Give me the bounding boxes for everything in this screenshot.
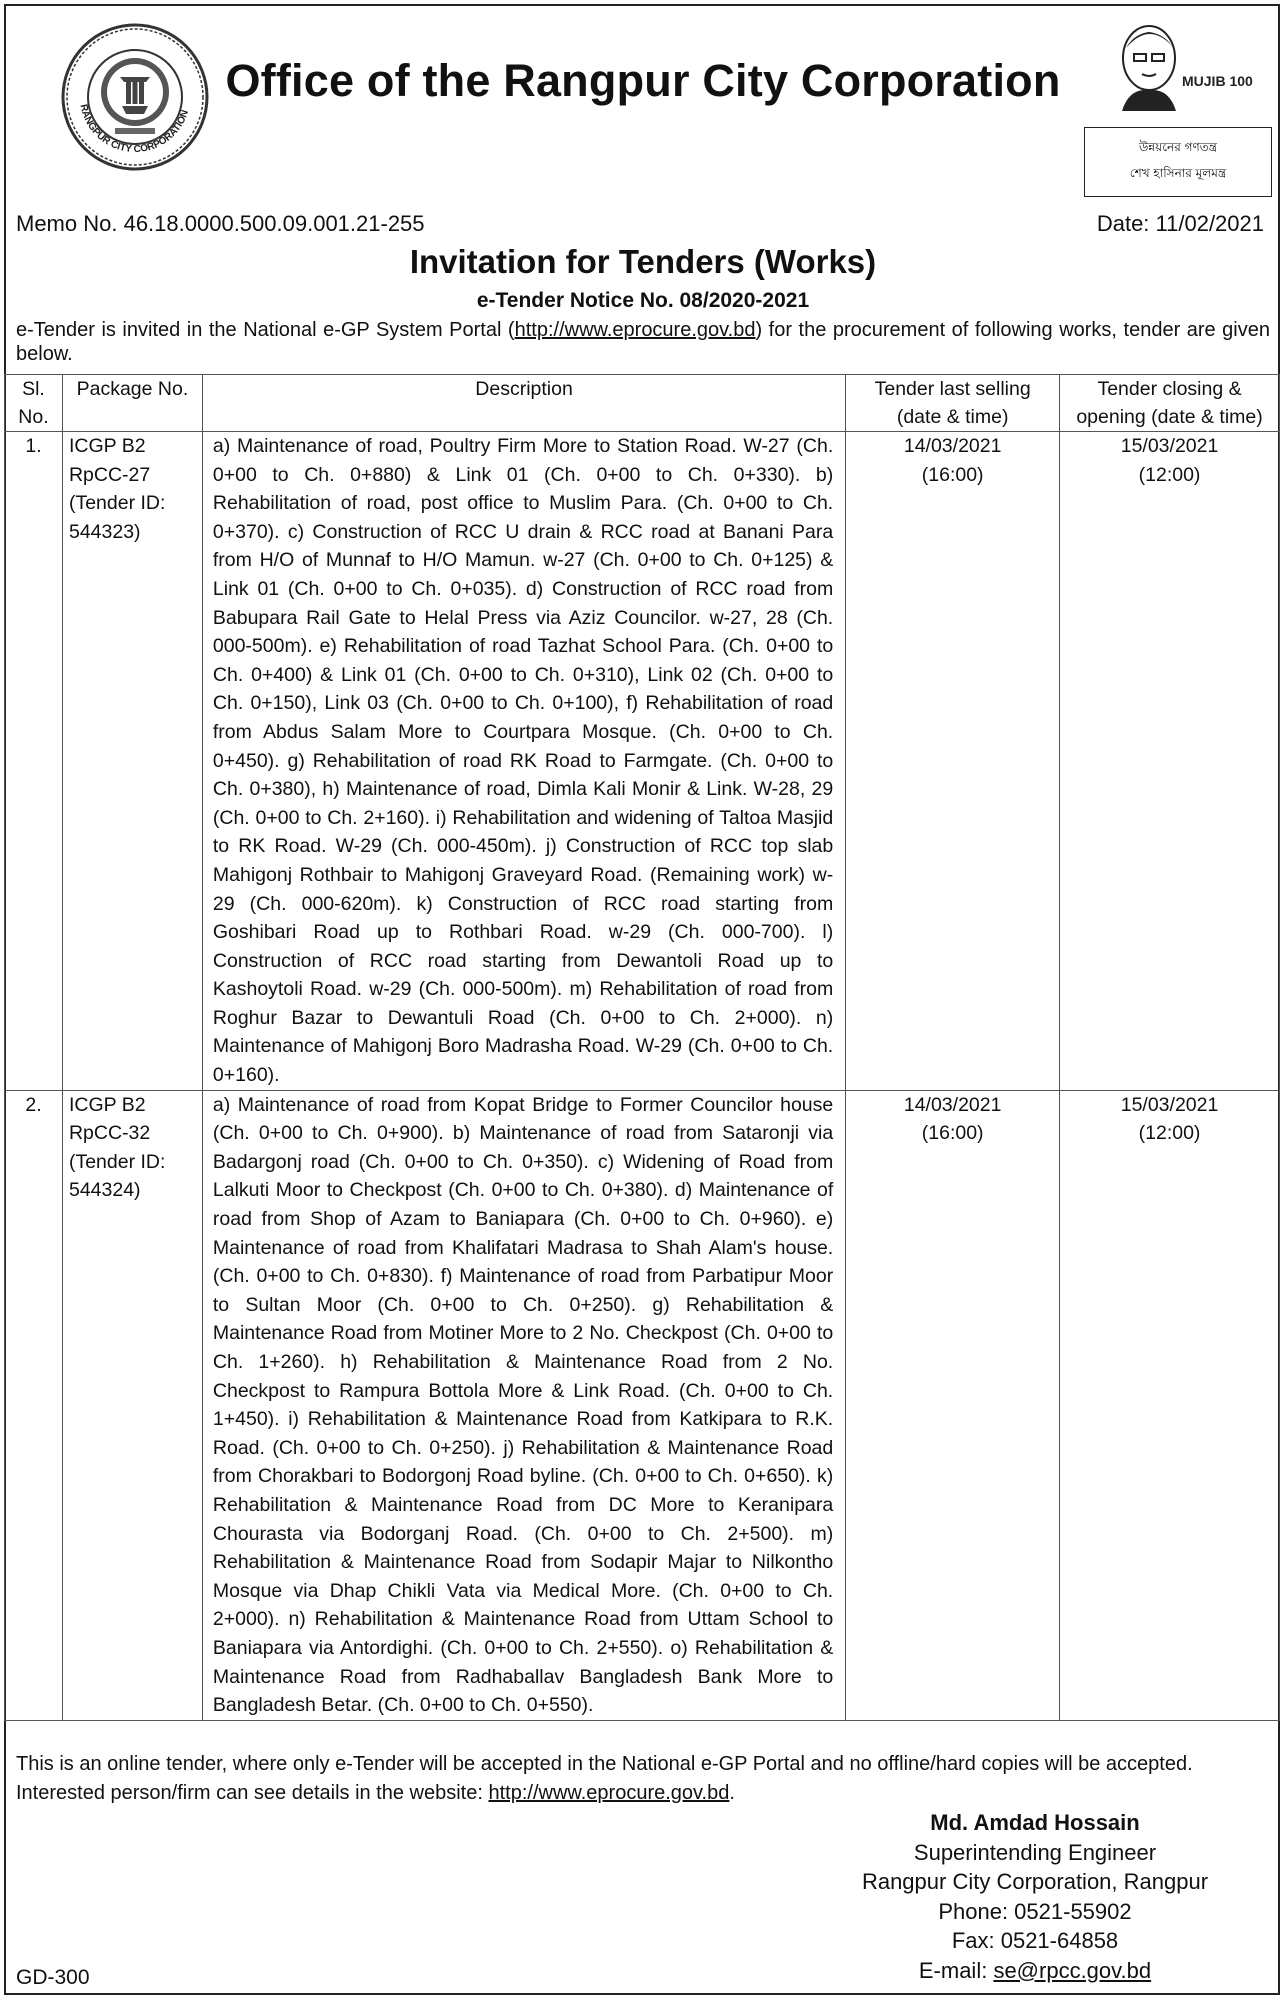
col-header-selling: Tender last selling (date & time) (846, 375, 1060, 432)
table-row (5, 432, 1280, 1091)
col-header-sl: Sl. No. (5, 375, 63, 432)
signatory-fax: Fax: 0521-64858 (951, 1928, 1119, 1953)
row-sl: 2. (5, 1090, 63, 1720)
signatory-phone: Phone: 0521-55902 (938, 1898, 1132, 1924)
selling-time: (16:00) (921, 463, 984, 486)
row-package: ICGP B2 RpCC-32 (Tender ID: 544324) (62, 1090, 202, 1720)
row-closing (1060, 432, 1280, 1091)
intro-text-after: ) for the procurement of following works, tender are given below. (16, 319, 1270, 365)
slogan-line-1: উন্নয়নের গণতন্ত্র (1138, 140, 1218, 154)
signatory-designation: Superintending Engineer (913, 1839, 1157, 1865)
page-title: Office of the Rangpur City Corporation (225, 55, 1061, 106)
row-description: a) Maintenance of road, Poultry Firm More to Station Road. W-27 (Ch. 0+00 to Ch. 0+880) & Link 01 (Ch. 0+00 to Ch. 0+330). b) Rehabilitation of road, post office to Muslim Para. (Ch. 0+00 to Ch. 0+370). c) Construction of RCC U drain & RCC road at Banani Para from H/O of Munnaf to H/O Mamun. w-27 (Ch. 0+00 to Ch. 0+125) & Link 01 (Ch. 0+00 to Ch. 0+035). d) Construction of RCC road from Babupara Rail Gate to Helal Press via Aziz Councilor. w-27, 28 (Ch. 000-500m). e) Rehabilitation of road Tazhat School Para. (Ch. 0+00 to Ch. 0+400) & Link 01 (Ch. 0+00 to Ch. 0+310), Link 02 (Ch. 0+00 to Ch. 0+150), Link 03 (Ch. 0+00 to Ch. 0+100), f) Rehabilitation of road from Abdus Salam More to Courtpara Mosque. (Ch. 0+00 to Ch. 0+450). g) Rehabilitation of road RK Road to Farmgate. (Ch. 0+00 to Ch. 0+380), h) Maintenance of road, Dimla Kali Monir & Link. W-28, 29 (Ch. 0+00 to Ch. 2+160). i) Rehabilitation and widening of Taltoa Masjid to RK Road. W-29 (Ch. 000-450m). j) Construction of RCC top slab Mahigonj Rothbair to Mahigonj Graveyard Road. (Remaining work) w-29 (Ch. 000-620m). k) Construction of RCC road starting from Goshibari Road up to Rothbari Road. w-29 (Ch. 000-700). l) Construction of RCC road starting from Dewantoli Road up to Kashoytoli Road. w-29 (Ch. 000-500m). m) Rehabilitation of road from Roghur Bazar to Dewantuli Road (Ch. 0+00 to Ch. 2+000). n) Maintenance of Mahigonj Boro Madrasha Road. W-29 (Ch. 0+00 to Ch. 0+160). (202, 432, 845, 1091)
row-package: ICGP B2 RpCC-27 (Tender ID: 544323) (62, 432, 202, 1091)
col-header-closing: Tender closing & opening (date & time) (1060, 375, 1280, 432)
intro-text-before: e-Tender is invited in the National e-GP System Portal ( (16, 319, 515, 341)
memo-number: Memo No. 46.18.0000.500.09.001.21-255 (16, 211, 425, 236)
document-heading: Invitation for Tenders (Works) (409, 243, 877, 280)
intro-paragraph (16, 318, 1270, 366)
selling-date: 14/03/2021 (903, 435, 1002, 457)
gd-number: GD-300 (16, 1966, 90, 1989)
signatory-office: Rangpur City Corporation, Rangpur (861, 1869, 1209, 1894)
table-header-row (5, 375, 1280, 432)
email-link[interactable]: se@rpcc.gov.bd (993, 1957, 1152, 1983)
row-description: a) Maintenance of road from Kopat Bridge to Former Councilor house (Ch. 0+00 to Ch. 0+900). b) Maintenance of road from Sataronji via Badargonj road (Ch. 0+00 to Ch. 0+350). c) Widening of Road from Lalkuti Moor to Checkpost (Ch. 0+00 to Ch. 0+380). d) Maintenance of road from Shop of Azam to Baniapara (Ch. 0+00 to Ch. 0+960). e) Maintenance of road from Khalifatari Madrasa to Shah Alam's house. (Ch. 0+00 to Ch. 0+830). f) Maintenance of road from Parbatipur Moor to Sultan Moor (Ch. 0+00 to Ch. 0+250). g) Rehabilitation & Maintenance Road from Motiner More to 2 No. Checkpost (Ch. 0+00 to Ch. 1+260). h) Rehabilitation & Maintenance Road from 2 No. Checkpost to Rampura Bottola More & Link Road. (Ch. 0+00 to Ch. 1+450). i) Rehabilitation & Maintenance Road from Katkipara to R.K. Road. (Ch. 0+00 to Ch. 0+250). j) Rehabilitation & Maintenance Road from Chorakbari to Bodorgonj Road byline. (Ch. 0+00 to Ch. 0+650). k) Rehabilitation & Maintenance Road from DC More to Keranipara Chourasta via Bodorganj Road. (Ch. 0+00 to Ch. 2+500). m) Rehabilitation & Maintenance Road from Sodapir Majar to Nilkontho Mosque via Dhap Chikli Vata via Medical More. (Ch. 0+00 to Ch. 2+000). n) Rehabilitation & Maintenance Road from Uttam School to Baniapara via Antordighi. (Ch. 0+00 to Ch. 2+550). o) Rehabilitation & Maintenance Road from Radhaballav Bangladesh Bank More to Bangladesh Betar. (Ch. 0+00 to Ch. 0+550). (202, 1090, 845, 1720)
slogan-line-2: শেখ হাসিনার মূলমন্ত্র (1129, 166, 1227, 180)
footer-note-period: . (729, 1782, 735, 1804)
closing-time: (12:00) (1138, 1122, 1201, 1145)
tender-table (4, 374, 1280, 1721)
eprocure-footer-link[interactable]: http://www.eprocure.gov.bd (488, 1782, 730, 1804)
slogan-box (1084, 127, 1272, 197)
footer-note-line-1: This is an online tender, where only e-Tender will be accepted in the National e-GP Portal and no offline/hard copies will be accepted. (16, 1753, 1193, 1775)
closing-time: (12:00) (1138, 463, 1201, 486)
row-sl: 1. (5, 432, 63, 1091)
closing-date: 15/03/2021 (1120, 1093, 1219, 1116)
footer-note-line-2 (16, 1779, 1270, 1808)
signature-block (840, 1808, 1230, 1985)
signatory-email-line (840, 1956, 1230, 1986)
selling-time: (16:00) (921, 1122, 984, 1145)
footer-note-text: Interested person/firm can see details in the website: (16, 1782, 489, 1804)
selling-date: 14/03/2021 (903, 1093, 1002, 1116)
eprocure-link[interactable]: http://www.eprocure.gov.bd (514, 319, 756, 341)
notice-number: e-Tender Notice No. 08/2020-2021 (476, 289, 810, 312)
footer-note (16, 1750, 1270, 1808)
email-label: E-mail: (918, 1957, 994, 1983)
row-selling (846, 432, 1060, 1091)
row-closing (1060, 1090, 1280, 1720)
seal-text: RANGPUR CITY CORPORATION (77, 103, 192, 156)
signatory-name: Md. Amdad Hossain (930, 1810, 1140, 1835)
closing-date: 15/03/2021 (1120, 435, 1219, 457)
table-row (5, 1090, 1280, 1720)
col-header-package: Package No. (62, 375, 202, 432)
row-selling (846, 1090, 1060, 1720)
mujib-100-text: MUJIB 100 (1182, 73, 1253, 89)
notice-date: Date: 11/02/2021 (1096, 211, 1264, 236)
col-header-description: Description (202, 375, 845, 432)
